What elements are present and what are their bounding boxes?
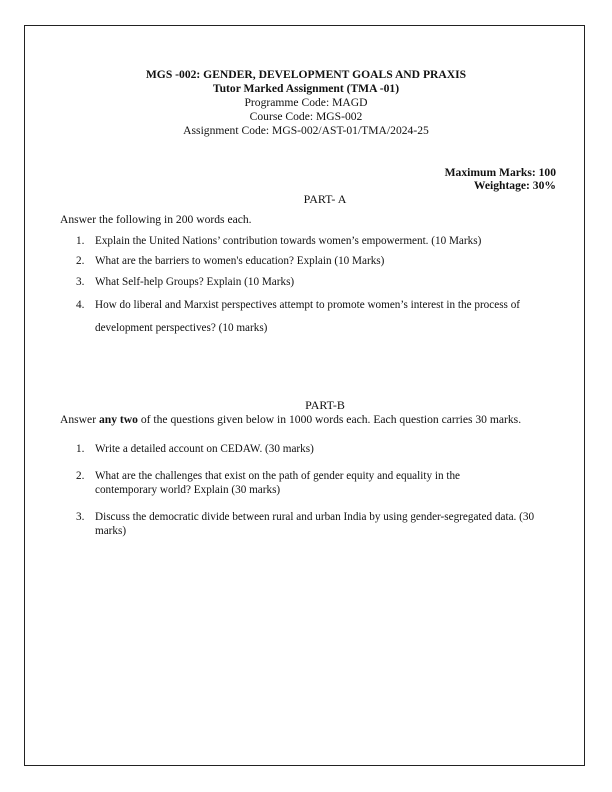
question-number: 4. [76, 299, 85, 311]
part-b-question-3 [76, 510, 560, 538]
instruction-text-post: of the questions given below in 1000 words each. Each question carries 30 marks. [137, 413, 522, 426]
question-text: How do liberal and Marxist perspectives attempt to promote women’s interest in the process of development perspectives? (10 marks) [95, 299, 521, 334]
question-number: 3. [76, 276, 85, 288]
part-a-question-4 [76, 294, 560, 340]
assignment-code: Assignment Code: MGS-002/AST-01/TMA/2024-25 [183, 124, 429, 137]
document-header [0, 68, 612, 138]
question-text: Write a detailed account on CEDAW. (30 marks) [95, 443, 314, 455]
maximum-marks: Maximum Marks: 100 [444, 166, 556, 179]
course-title: MGS -002: GENDER, DEVELOPMENT GOALS AND PRAXIS [145, 68, 467, 81]
question-number: 2. [76, 470, 85, 482]
question-number: 1. [76, 443, 85, 455]
part-a-question-2 [76, 253, 560, 270]
question-number: 1. [76, 235, 85, 247]
part-b-title: PART-B [305, 398, 345, 412]
programme-code: Programme Code: MAGD [244, 96, 368, 109]
assignment-subtitle: Tutor Marked Assignment (TMA -01) [212, 82, 400, 95]
question-text: Explain the United Nations’ contribution towards women’s empowerment. (10 Marks) [95, 235, 482, 247]
marks-block [445, 166, 556, 192]
part-a-title: PART- A [303, 192, 347, 206]
question-text: What are the barriers to women's education? Explain (10 Marks) [95, 255, 385, 267]
part-a-question-1 [76, 233, 560, 250]
question-number: 2. [76, 255, 85, 267]
course-code: Course Code: MGS-002 [249, 110, 363, 123]
instruction-text-pre: Answer [60, 413, 99, 426]
part-b-question-2 [76, 469, 496, 497]
question-text: What are the challenges that exist on the path of gender equity and equality in the contemporary world? Explain (30 marks) [95, 470, 461, 496]
weightage: Weightage: 30% [473, 179, 556, 192]
part-a-instruction: Answer the following in 200 words each. [60, 213, 252, 226]
part-b-instruction [60, 413, 521, 427]
question-text: What Self-help Groups? Explain (10 Marks) [95, 276, 295, 288]
question-number: 3. [76, 511, 85, 523]
question-text: Discuss the democratic divide between rural and urban India by using gender-segregated data. (30 marks) [95, 511, 535, 537]
part-b-question-1 [76, 442, 560, 456]
instruction-emphasis: any two [98, 413, 138, 426]
part-a-question-3 [76, 274, 560, 291]
